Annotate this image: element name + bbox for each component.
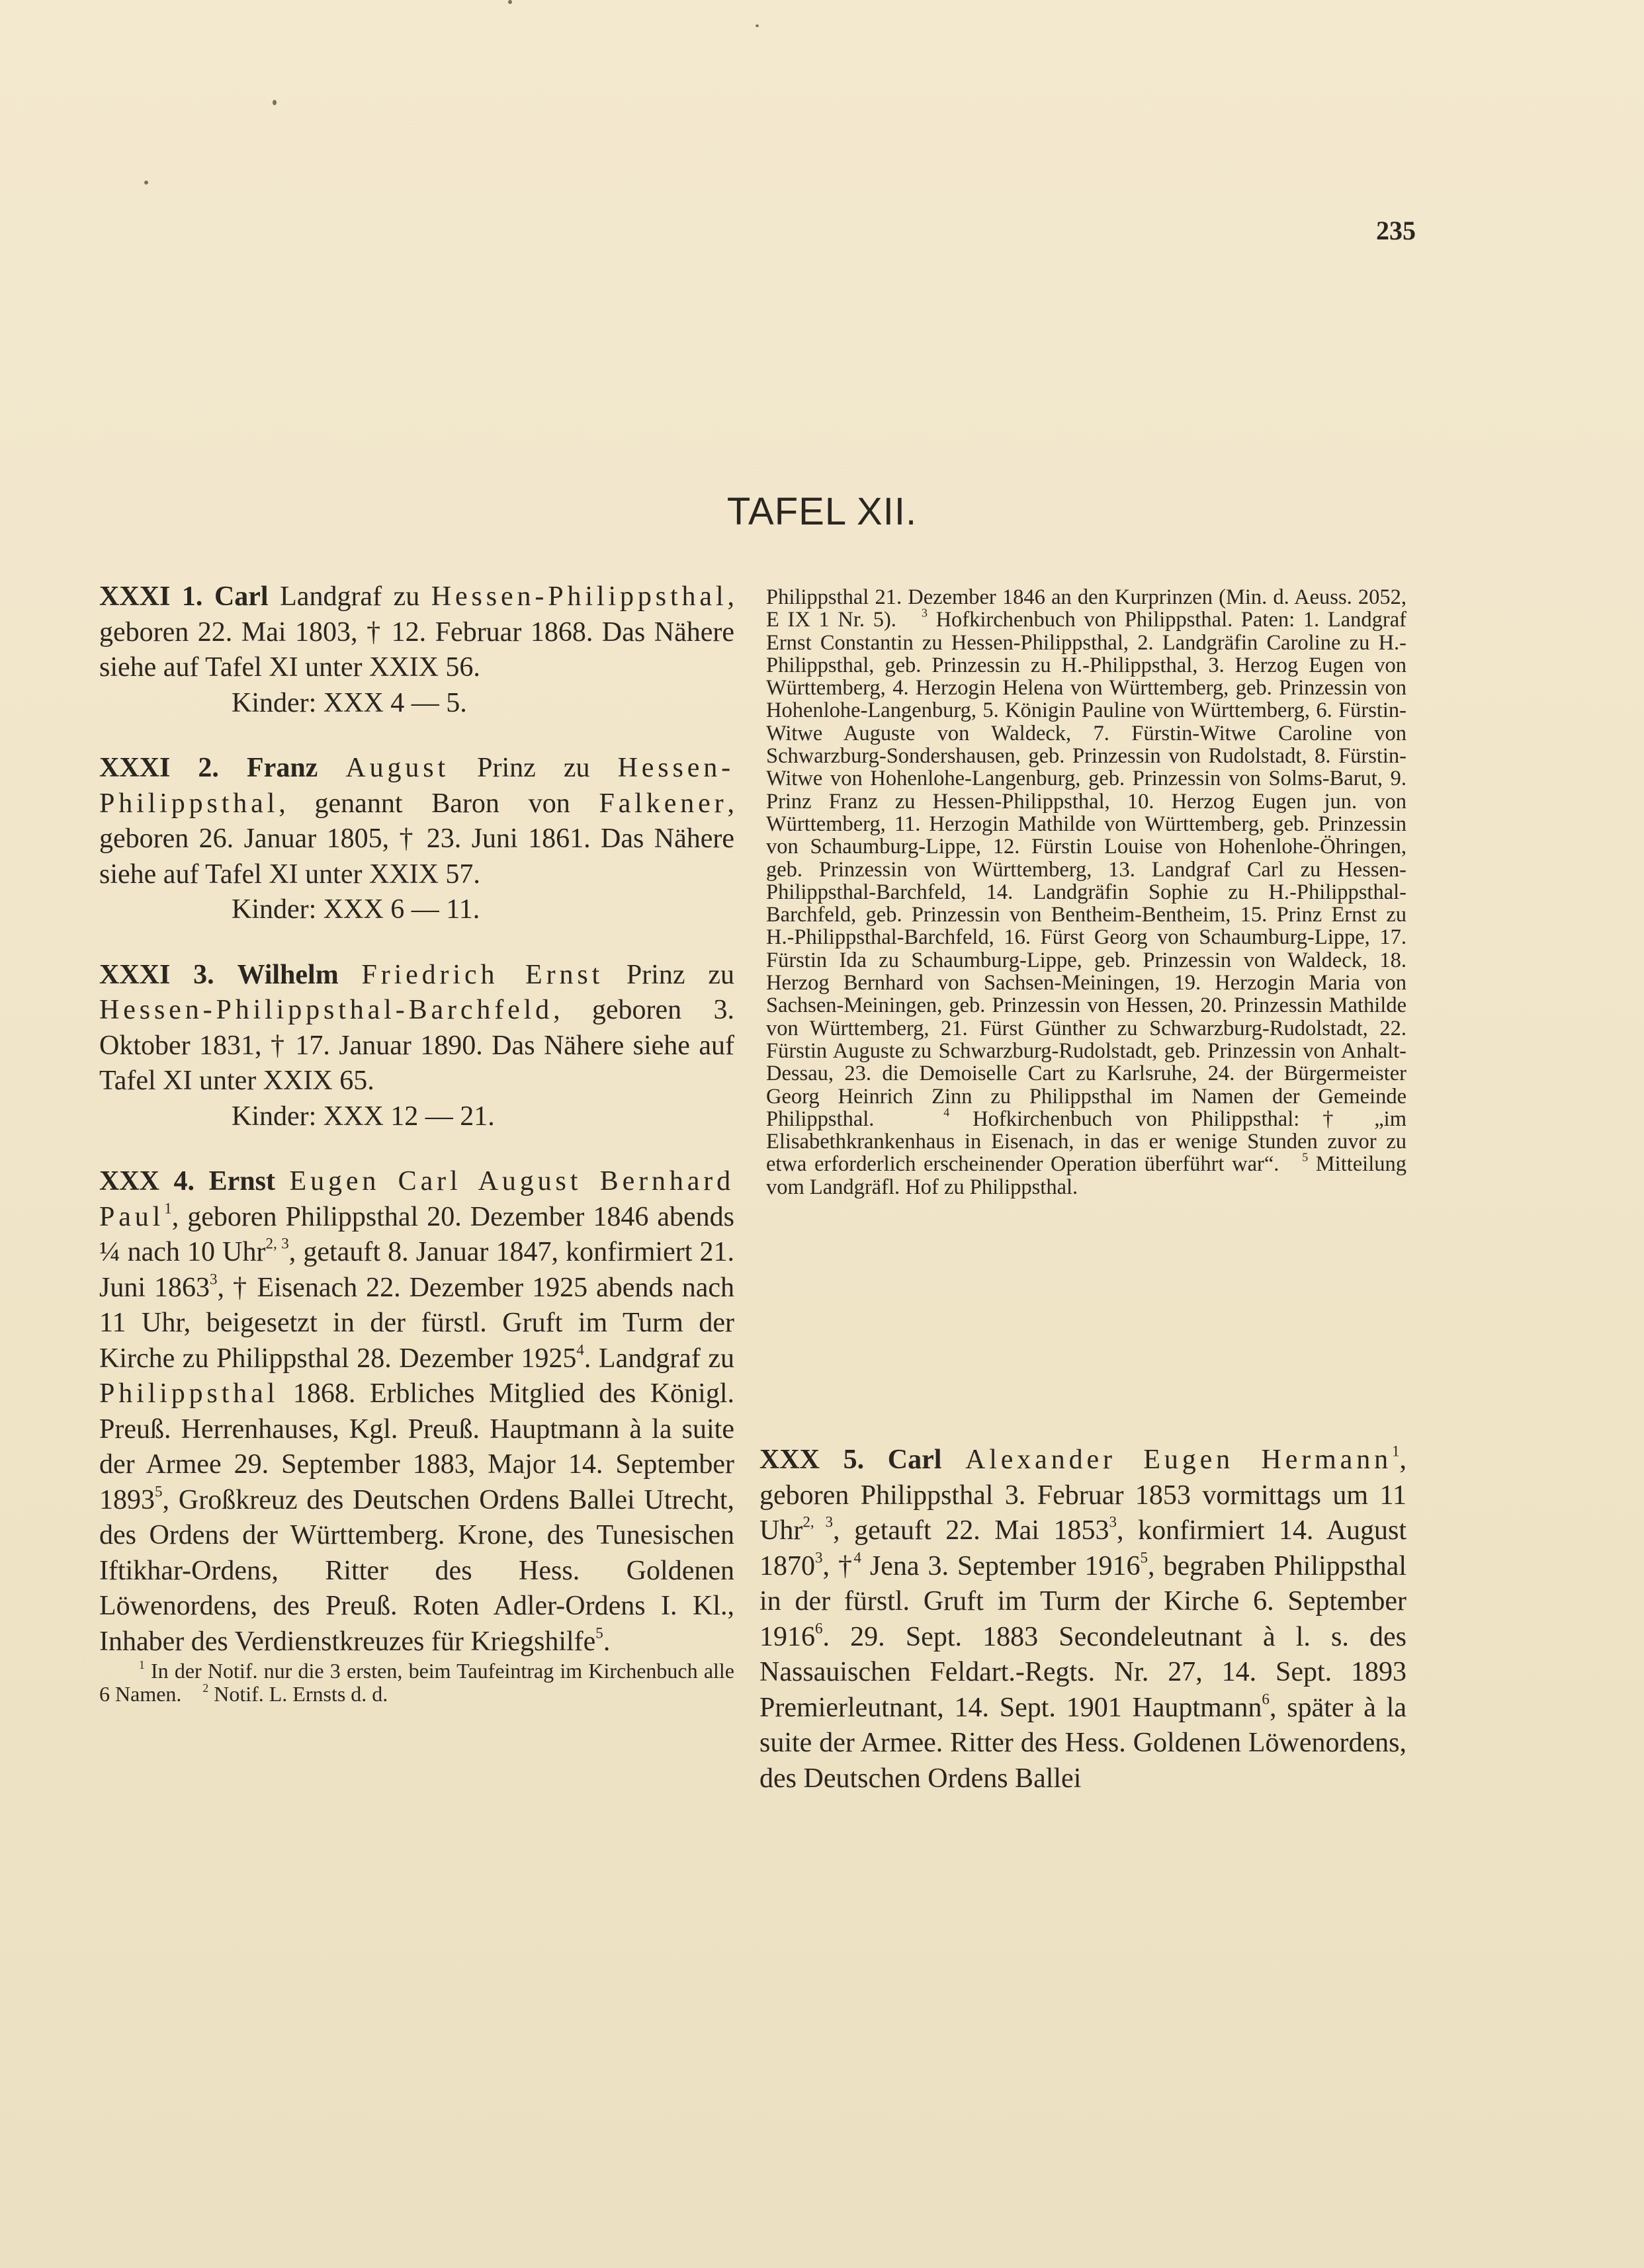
footnote-text: Mitteilung vom Landgräfl. Hof zu Philippsthal. <box>766 1152 1406 1199</box>
footnote-marker: 3 <box>921 607 928 620</box>
genealogy-entry <box>99 958 734 1135</box>
entry-name: Ernst <box>208 1166 275 1197</box>
footnote-marker: 6 <box>1262 1690 1270 1708</box>
entry-text-part: , getauft 8. Januar 1847, konfirmiert 21. Juni 1863 <box>99 1237 734 1303</box>
entry-text-part: , geboren 26. Januar 1805, † 23. Juni 1861. Das Nähere siehe auf Tafel XI unter XXIX 57. <box>99 788 734 890</box>
entry-name: Carl <box>887 1445 942 1475</box>
paper-speck <box>273 100 277 105</box>
entry-spaced-name: Alexander Eugen Hermann <box>965 1445 1392 1475</box>
footnote <box>99 1659 734 1706</box>
footnote-text: In der Notif. nur die 3 ersten, beim Taufeintrag im Kirchenbuch alle 6 Namen. <box>99 1659 734 1706</box>
entry-text-part: , † Eisenach 22. Dezember 1925 abends nach 11 Uhr, beigesetzt in der fürstl. Gruft im Turm der Kirche zu Philippsthal 28. Dezember 1925 <box>99 1272 734 1374</box>
footnote-marker: 5 <box>155 1482 163 1500</box>
entry-spaced-name: Hessen-Philippsthal-Barchfeld <box>99 995 554 1025</box>
entry-text-part: , genannt Baron von <box>279 788 599 819</box>
entry-text <box>759 1443 1406 1796</box>
footnote-marker: 4 <box>853 1548 861 1566</box>
entry-text-part: . 29. Sept. 1883 Secondeleutnant à l. s. des Nassauischen Feldart.-Regts. Nr. 27, 14. Sept. 1893 Premierleutnant, 14. Sept. 1901 Hauptmann <box>759 1621 1406 1723</box>
entry-name: Wilhelm <box>237 959 339 990</box>
entry-text-part: 1868. Erbliches Mitglied des Königl. Preuß. Herrenhauses, Kgl. Preuß. Hauptmann à la suite der Armee 29. September 1883, Major 14. September 1893 <box>99 1378 734 1515</box>
entry-text-part: , geboren 22. Mai 1803, † 12. Februar 1868. Das Nähere siehe auf Tafel XI unter XXIX 56. <box>99 581 734 683</box>
entry-children: Kinder: XXX 6 — 11. <box>232 894 480 925</box>
footnote-marker: 3 <box>210 1270 218 1288</box>
footnote-marker: 6 <box>815 1619 823 1637</box>
entry-number: XXX 5. <box>759 1445 865 1475</box>
entry-text-part: , geboren Philippsthal 3. Februar 1853 vormittags um 11 Uhr <box>759 1445 1407 1546</box>
footnote-text: Notif. L. Ernsts d. d. <box>208 1682 388 1706</box>
entry-text-part: , begraben Philippsthal in der fürstl. Gruft im Turm der Kirche 6. September 1916 <box>759 1550 1406 1652</box>
footnote-marker: 5 <box>595 1624 603 1642</box>
genealogy-entry <box>99 1164 734 1706</box>
entry-children: Kinder: XXX 4 — 5. <box>232 687 467 718</box>
entry-number: XXXI 2. <box>99 753 219 783</box>
footnote-marker: 1 <box>139 1658 145 1671</box>
footnote-marker: 2, 3 <box>265 1234 289 1252</box>
entry-text-part: . <box>603 1626 611 1657</box>
entry-text-part: , konfirmiert 14. August 1870 <box>759 1515 1407 1581</box>
entry-spaced-name: August <box>345 753 450 783</box>
footnote-marker: 2 <box>202 1681 209 1695</box>
paper-speck <box>144 181 148 185</box>
entry-text <box>99 579 734 686</box>
entry-spaced-name: Hessen-Philippsthal <box>99 753 735 819</box>
entry-spaced-name: Philippsthal <box>99 1378 279 1409</box>
entry-text-part: , geboren 3. Oktober 1831, † 17. Januar 1890. Das Nähere siehe auf Tafel XI unter XXIX 65. <box>99 995 734 1096</box>
entry-spaced-name: Falkener <box>599 788 728 819</box>
entry-text-part: Prinz zu <box>603 959 735 990</box>
footnote-marker: 4 <box>576 1341 584 1359</box>
footnote-marker: 5 <box>1302 1151 1309 1165</box>
entry-text-part: , Großkreuz des Deutschen Ordens Ballei Utrecht, des Ordens der Württemberg. Krone, des Tunesischen Iftikhar-Ordens, Ritter des Hess. Goldenen Löwenordens, des Preuß. Roten Adler-Ordens I. Kl., Inhaber des Verdienstkreuzes für Kriegshilfe <box>99 1484 734 1657</box>
footnote-text: Hofkirchenbuch von Philippsthal. Paten: 1. Landgraf Ernst Constantin zu Hessen-Philippsthal, 2. Landgräfin Caroline zu H.-Philippsthal, geb. Prinzessin zu H.-Philippsthal, 3. Herzog Eugen von Württemberg, 4. Herzogin Helena von Württemberg, geb. Prinzessin von Hohenlohe-Langenburg, 5. Königin Pauline von Württemberg, 6. Fürstin-Witwe Auguste von Waldeck, 7. Fürstin-Witwe Caroline von Schwarzburg-Sondershausen, geb. Prinzessin von Rudolstadt, 8. Fürstin-Witwe von Hohenlohe-Langenburg, geb. Prinzessin von Solms-Barut, 9. Prinz Franz zu Hessen-Philippsthal, 10. Herzog Eugen jun. von Württemberg, 11. Herzogin Mathilde von Württemberg, geb. Prinzessin von Schaumburg-Lippe, 12. Fürstin Louise von Hohenlohe-Öhringen, geb. Prinzessin von Württemberg, 13. Landgraf Carl zu Hessen-Philippsthal-Barchfeld, 14. Landgräfin Sophie zu H.-Philippsthal-Barchfeld, geb. Prinzessin von Bentheim-Bentheim, 15. Prinz Ernst zu H.-Philippsthal-Barchfeld, 16. Fürst Georg von Schaumburg-Lippe, 17. Fürstin Ida zu Schaumburg-Lippe, geb. Prinzessin von Waldeck, 18. Herzog Bernhard von Sachsen-Meiningen, 19. Herzogin Maria von Sachsen-Meiningen, geb. Prinzessin von Hessen, 20. Prinzessin Mathilde von Württemberg, 21. Fürst Günther zu Schwarzburg-Rudolstadt, 22. Fürstin Auguste zu Schwarzburg-Rudolstadt, geb. Prinzessin von Anhalt-Dessau, 23. die Demoiselle Cart zu Karlsruhe, 24. der Bürgermeister Georg Heinrich Zinn zu Philippsthal im Namen der Gemeinde Philippsthal. <box>766 608 1406 1131</box>
entry-text <box>99 1164 734 1659</box>
paper-speck <box>508 0 512 4</box>
paper-speck <box>756 24 759 27</box>
entry-name: Carl <box>214 581 269 612</box>
entry-text-part: Jena 3. September 1916 <box>861 1550 1141 1581</box>
entry-text-part: , getauft 22. Mai 1853 <box>833 1515 1109 1546</box>
entry-spaced-name: Friedrich Ernst <box>361 959 604 990</box>
entry-text-part: . Landgraf zu <box>584 1343 734 1374</box>
entry-name: Franz <box>247 753 318 783</box>
page-title: TAFEL XII. <box>726 490 918 533</box>
entry-spaced-name: Eugen Carl August Bernhard Paul <box>99 1166 735 1232</box>
entry-spaced-name: Hessen-Philippsthal <box>431 581 728 612</box>
entry-text-part: , später à la suite der Armee. Ritter des Hess. Goldenen Löwenordens, des Deutschen Ordens Ballei <box>759 1692 1406 1794</box>
entry-text-part: Prinz zu <box>449 753 618 783</box>
entry-text <box>99 958 734 1099</box>
entry-text-part: , geboren Philippsthal 20. Dezember 1846 abends ¼ nach 10 Uhr <box>99 1201 734 1267</box>
footnote-marker: 3 <box>815 1548 823 1566</box>
footnote-marker: 4 <box>943 1105 950 1119</box>
footnote-marker: 1 <box>1391 1442 1400 1460</box>
page-number: 235 <box>1376 216 1416 245</box>
entry-number: XXX 4. <box>99 1166 195 1197</box>
footnote-text: Philippsthal 21. Dezember 1846 an den Kurprinzen (Min. d. Aeuss. 2052, E IX 1 Nr. 5). <box>766 585 1406 632</box>
footnote-marker: 3 <box>1109 1513 1117 1531</box>
entry-text-part: , † <box>822 1550 854 1581</box>
footnote-marker: 1 <box>164 1199 172 1217</box>
genealogy-entry <box>99 751 734 928</box>
entry-number: XXXI 3. <box>99 959 214 990</box>
entry-text-part: Landgraf zu <box>268 581 431 612</box>
footnote-text: Hofkirchenbuch von Philippsthal: † „im Elisabethkrankenhaus in Eisenach, in das er wenige Stunden zuvor zu etwa erforderlich erscheinender Operation überführt war“. <box>766 1107 1406 1177</box>
right-column-footnotes <box>766 586 1406 1198</box>
entry-number: XXXI 1. <box>99 581 203 612</box>
left-column <box>99 579 734 1706</box>
right-column-entry <box>759 1443 1406 1796</box>
entry-text <box>99 751 734 892</box>
genealogy-entry <box>99 579 734 721</box>
footnote-marker: 5 <box>1140 1548 1148 1566</box>
entry-children: Kinder: XXX 12 — 21. <box>232 1101 495 1132</box>
footnote-block <box>766 586 1406 1198</box>
footnote-marker: 2, 3 <box>802 1513 834 1531</box>
